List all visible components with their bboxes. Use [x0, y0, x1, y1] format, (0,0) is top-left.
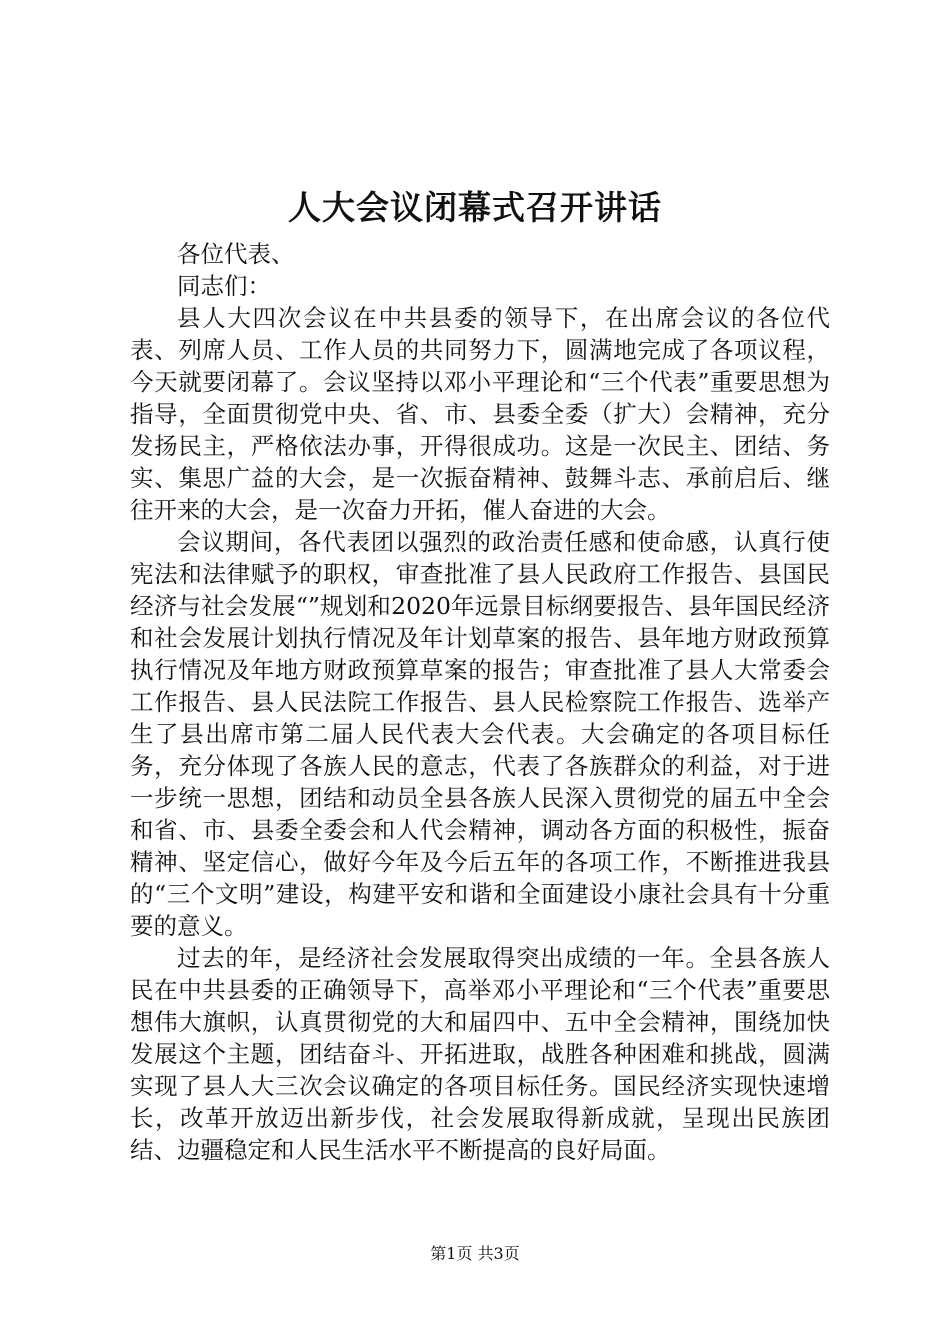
document-body: [130, 238, 830, 1166]
salutation-line: 同志们：: [177, 272, 271, 300]
page-number: 第1页 共3页: [430, 1244, 520, 1263]
body-paragraph: 县人大四次会议在中共县委的领导下，在出席会议的各位代表、列席人员、工作人员的共同努力下，圆满地完成了各项议程，今天就要闭幕了。会议坚持以邓小平理论和“三个代表”重要思想为指导，全面贯彻党中央、省、市、县委全委（扩大）会精神，充分发扬民主，严格依法办事，开得很成功。这是一次民主、团结、务实、集思广益的大会，是一次振奋精神、鼓舞斗志、承前启后、继往开来的大会，是一次奋力开拓，催人奋进的大会。: [130, 304, 830, 524]
document-title: 人大会议闭幕式召开讲话: [288, 188, 662, 227]
body-paragraph: 过去的年，是经济社会发展取得突出成绩的一年。全县各族人民在中共县委的正确领导下，高举邓小平理论和“三个代表”重要思想伟大旗帜，认真贯彻党的大和届四中、五中全会精神，围绕加快发展这个主题，团结奋斗、开拓进取，战胜各种困难和挑战，圆满实现了县人大三次会议确定的各项目标任务。国民经济实现快速增长，改革开放迈出新步伐，社会发展取得新成就，呈现出民族团结、边疆稳定和人民生活水平不断提高的良好局面。: [130, 944, 830, 1164]
salutation-line: 各位代表、: [177, 240, 295, 268]
body-paragraph: 会议期间，各代表团以强烈的政治责任感和使命感，认真行使宪法和法律赋予的职权，审查批准了县人民政府工作报告、县国民经济与社会发展“”规划和2020年远景目标纲要报告、县年国民经济和社会发展计划执行情况及年计划草案的报告、县年地方财政预算执行情况及年地方财政预算草案的报告；审查批准了县人大常委会工作报告、县人民法院工作报告、县人民检察院工作报告、选举产生了县出席市第二届人民代表大会代表。大会确定的各项目标任务，充分体现了各族人民的意志，代表了各族群众的利益，对于进一步统一思想，团结和动员全县各族人民深入贯彻党的届五中全会和省、市、县委全委会和人代会精神，调动各方面的积极性，振奋精神、坚定信心，做好今年及今后五年的各项工作，不断推进我县的“三个文明”建设，构建平安和谐和全面建设小康社会具有十分重要的意义。: [130, 528, 830, 940]
